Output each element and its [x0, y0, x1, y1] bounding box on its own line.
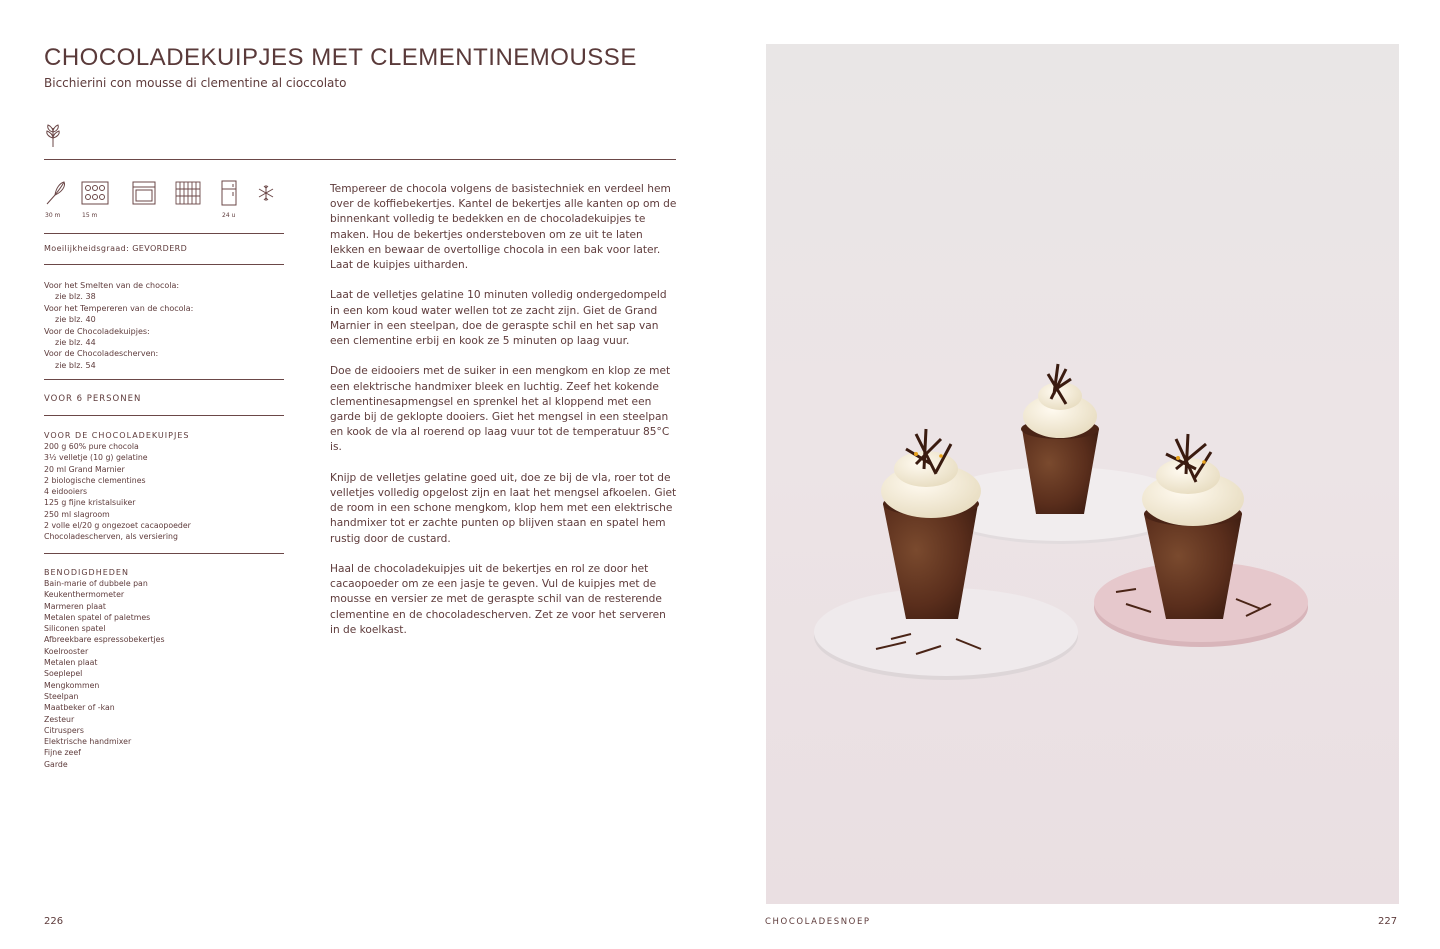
ingredient-item: 3½ velletje (10 g) gelatine [44, 453, 148, 463]
equipment-item: Afbreekbare espressobekertjes [44, 635, 165, 645]
ingredient-item: 20 ml Grand Marnier [44, 464, 125, 474]
equipment-item: Marmeren plaat [44, 601, 106, 611]
reference-label: Voor het Tempereren van de chocola: [44, 303, 194, 313]
header-divider [44, 159, 676, 160]
divider [44, 553, 284, 554]
equipment-icons [44, 180, 284, 206]
instruction-paragraph: Laat de velletjes gelatine 10 minuten volledig ondergedompeld in een kom koud water wellen tot ze zacht zijn. Giet de Grand Marnier in een steelpan, doe de geraspte schil en het sap van een clementine erbij en kook ze 5 minuten op laag vuur. [330, 289, 667, 348]
ingredient-item: 250 ml slagroom [44, 509, 110, 519]
whisk-time-label: 30 m [45, 212, 61, 219]
equipment-item: Siliconen spatel [44, 624, 106, 634]
stovetop-icon [81, 180, 109, 206]
recipe-subtitle: Bicchierini con mousse di clementine al cioccolato [44, 76, 347, 90]
equipment-item: Maatbeker of -kan [44, 703, 115, 713]
divider [44, 264, 284, 265]
ingredients-list [44, 441, 191, 543]
divider [44, 415, 284, 416]
instructions [330, 182, 678, 653]
equipment-item: Elektrische handmixer [44, 737, 132, 747]
page-number-right: 227 [1378, 916, 1398, 927]
recipe-title: CHOCOLADEKUIPJES MET CLEMENTINEMOUSSE [44, 44, 637, 71]
snowflake-icon [252, 180, 280, 206]
fridge-icon [218, 180, 246, 206]
equipment-item: Soeplepel [44, 669, 83, 679]
ingredient-item: 4 eidooiers [44, 487, 88, 497]
cooling-rack-icon [174, 180, 202, 206]
ingredient-item: 200 g 60% pure chocola [44, 442, 139, 451]
reference-label: Voor het Smelten van de chocola: [44, 281, 180, 290]
leaf-icon [42, 124, 64, 148]
whisk-icon [44, 180, 72, 206]
instruction-paragraph: Haal de chocoladekuipjes uit de bekertjes en rol ze door het cacaopoeder om ze een jasje te geven. Vul de kuipjes met de mousse en versier ze met de geraspte schil van de resterende clementine en de chocoladescherven. Zet ze voor het serveren in de koelkast. [330, 563, 666, 636]
recipe-photo [766, 44, 1399, 904]
equipment-item: Fijne zeef [44, 748, 81, 758]
reference-page: zie blz. 54 [55, 360, 96, 370]
instruction-paragraph: Knijp de velletjes gelatine goed uit, doe ze bij de vla, roer tot de velletjes volledig opgelost zijn en laat het mengsel afkoelen. Giet de room in een schone mengkom, klop hem met een elektrische handmixer tot er zachte punten op blijven staan en spatel hem rustig door de custard. [330, 471, 677, 545]
ingredient-item: Chocoladescherven, als versiering [44, 532, 178, 542]
divider [44, 233, 284, 234]
reference-page: zie blz. 44 [55, 338, 96, 348]
servings: VOOR 6 PERSONEN [44, 394, 142, 404]
ingredient-item: 125 g fijne kristalsuiker [44, 498, 136, 508]
reference-label: Voor de Chocoladekuipjes: [44, 326, 150, 336]
equipment-item: Metalen plaat [44, 658, 98, 668]
equipment-item: Citruspers [44, 725, 84, 735]
technique-references [44, 280, 284, 371]
reference-page: zie blz. 38 [55, 292, 96, 302]
stovetop-time-label: 15 m [82, 212, 98, 219]
ingredient-item: 2 volle el/20 g ongezoet cacaopoeder [44, 521, 191, 531]
equipment-list [44, 578, 165, 770]
equipment-item: Keukenthermometer [44, 590, 125, 600]
equipment-item: Mengkommen [44, 680, 100, 690]
page-number-left: 226 [44, 916, 64, 927]
equipment-item: Bain-marie of dubbele pan [44, 579, 148, 588]
reference-label: Voor de Chocoladescherven: [44, 349, 159, 359]
equipment-item: Koelrooster [44, 646, 89, 656]
ingredient-item: 2 biologische clementines [44, 475, 146, 485]
divider [44, 379, 284, 380]
fridge-time-label: 24 u [222, 212, 236, 219]
instruction-paragraph: Tempereer de chocola volgens de basistechniek en verdeel hem over de koffiebekertjes. Kantel de bekertjes alle kanten op om de binnenkant volledig te bedekken en de chocoladekuipjes te maken. Hou de bekertjes ondersteboven om ze uit te laten lekken en bewaar de overtollige chocola in een bak voor later. Laat de kuipjes uitharden. [330, 183, 677, 272]
oven-icon [131, 180, 159, 206]
section-name: CHOCOLADESNOEP [765, 917, 871, 927]
difficulty-level: Moeilijkheidsgraad: GEVORDERD [44, 244, 188, 253]
reference-page: zie blz. 40 [55, 315, 96, 325]
equipment-item: Metalen spatel of paletmes [44, 612, 151, 622]
equipment-heading: BENODIGDHEDEN [44, 568, 129, 577]
equipment-item: Garde [44, 759, 68, 769]
ingredients-heading: VOOR DE CHOCOLADEKUIPJES [44, 431, 190, 440]
instruction-paragraph: Doe de eidooiers met de suiker in een mengkom en klop ze met een elektrische handmixer bleek en luchtig. Zeef het kokende clementinesapmengsel en sprenkel het al kloppend met een garde bij de geklopte dooiers. Giet het mengsel in een steelpan en kook de vla al roerend op laag vuur tot de temperatuur 85°C is. [330, 365, 671, 454]
equipment-item: Zesteur [44, 714, 75, 724]
equipment-item: Steelpan [44, 691, 79, 701]
